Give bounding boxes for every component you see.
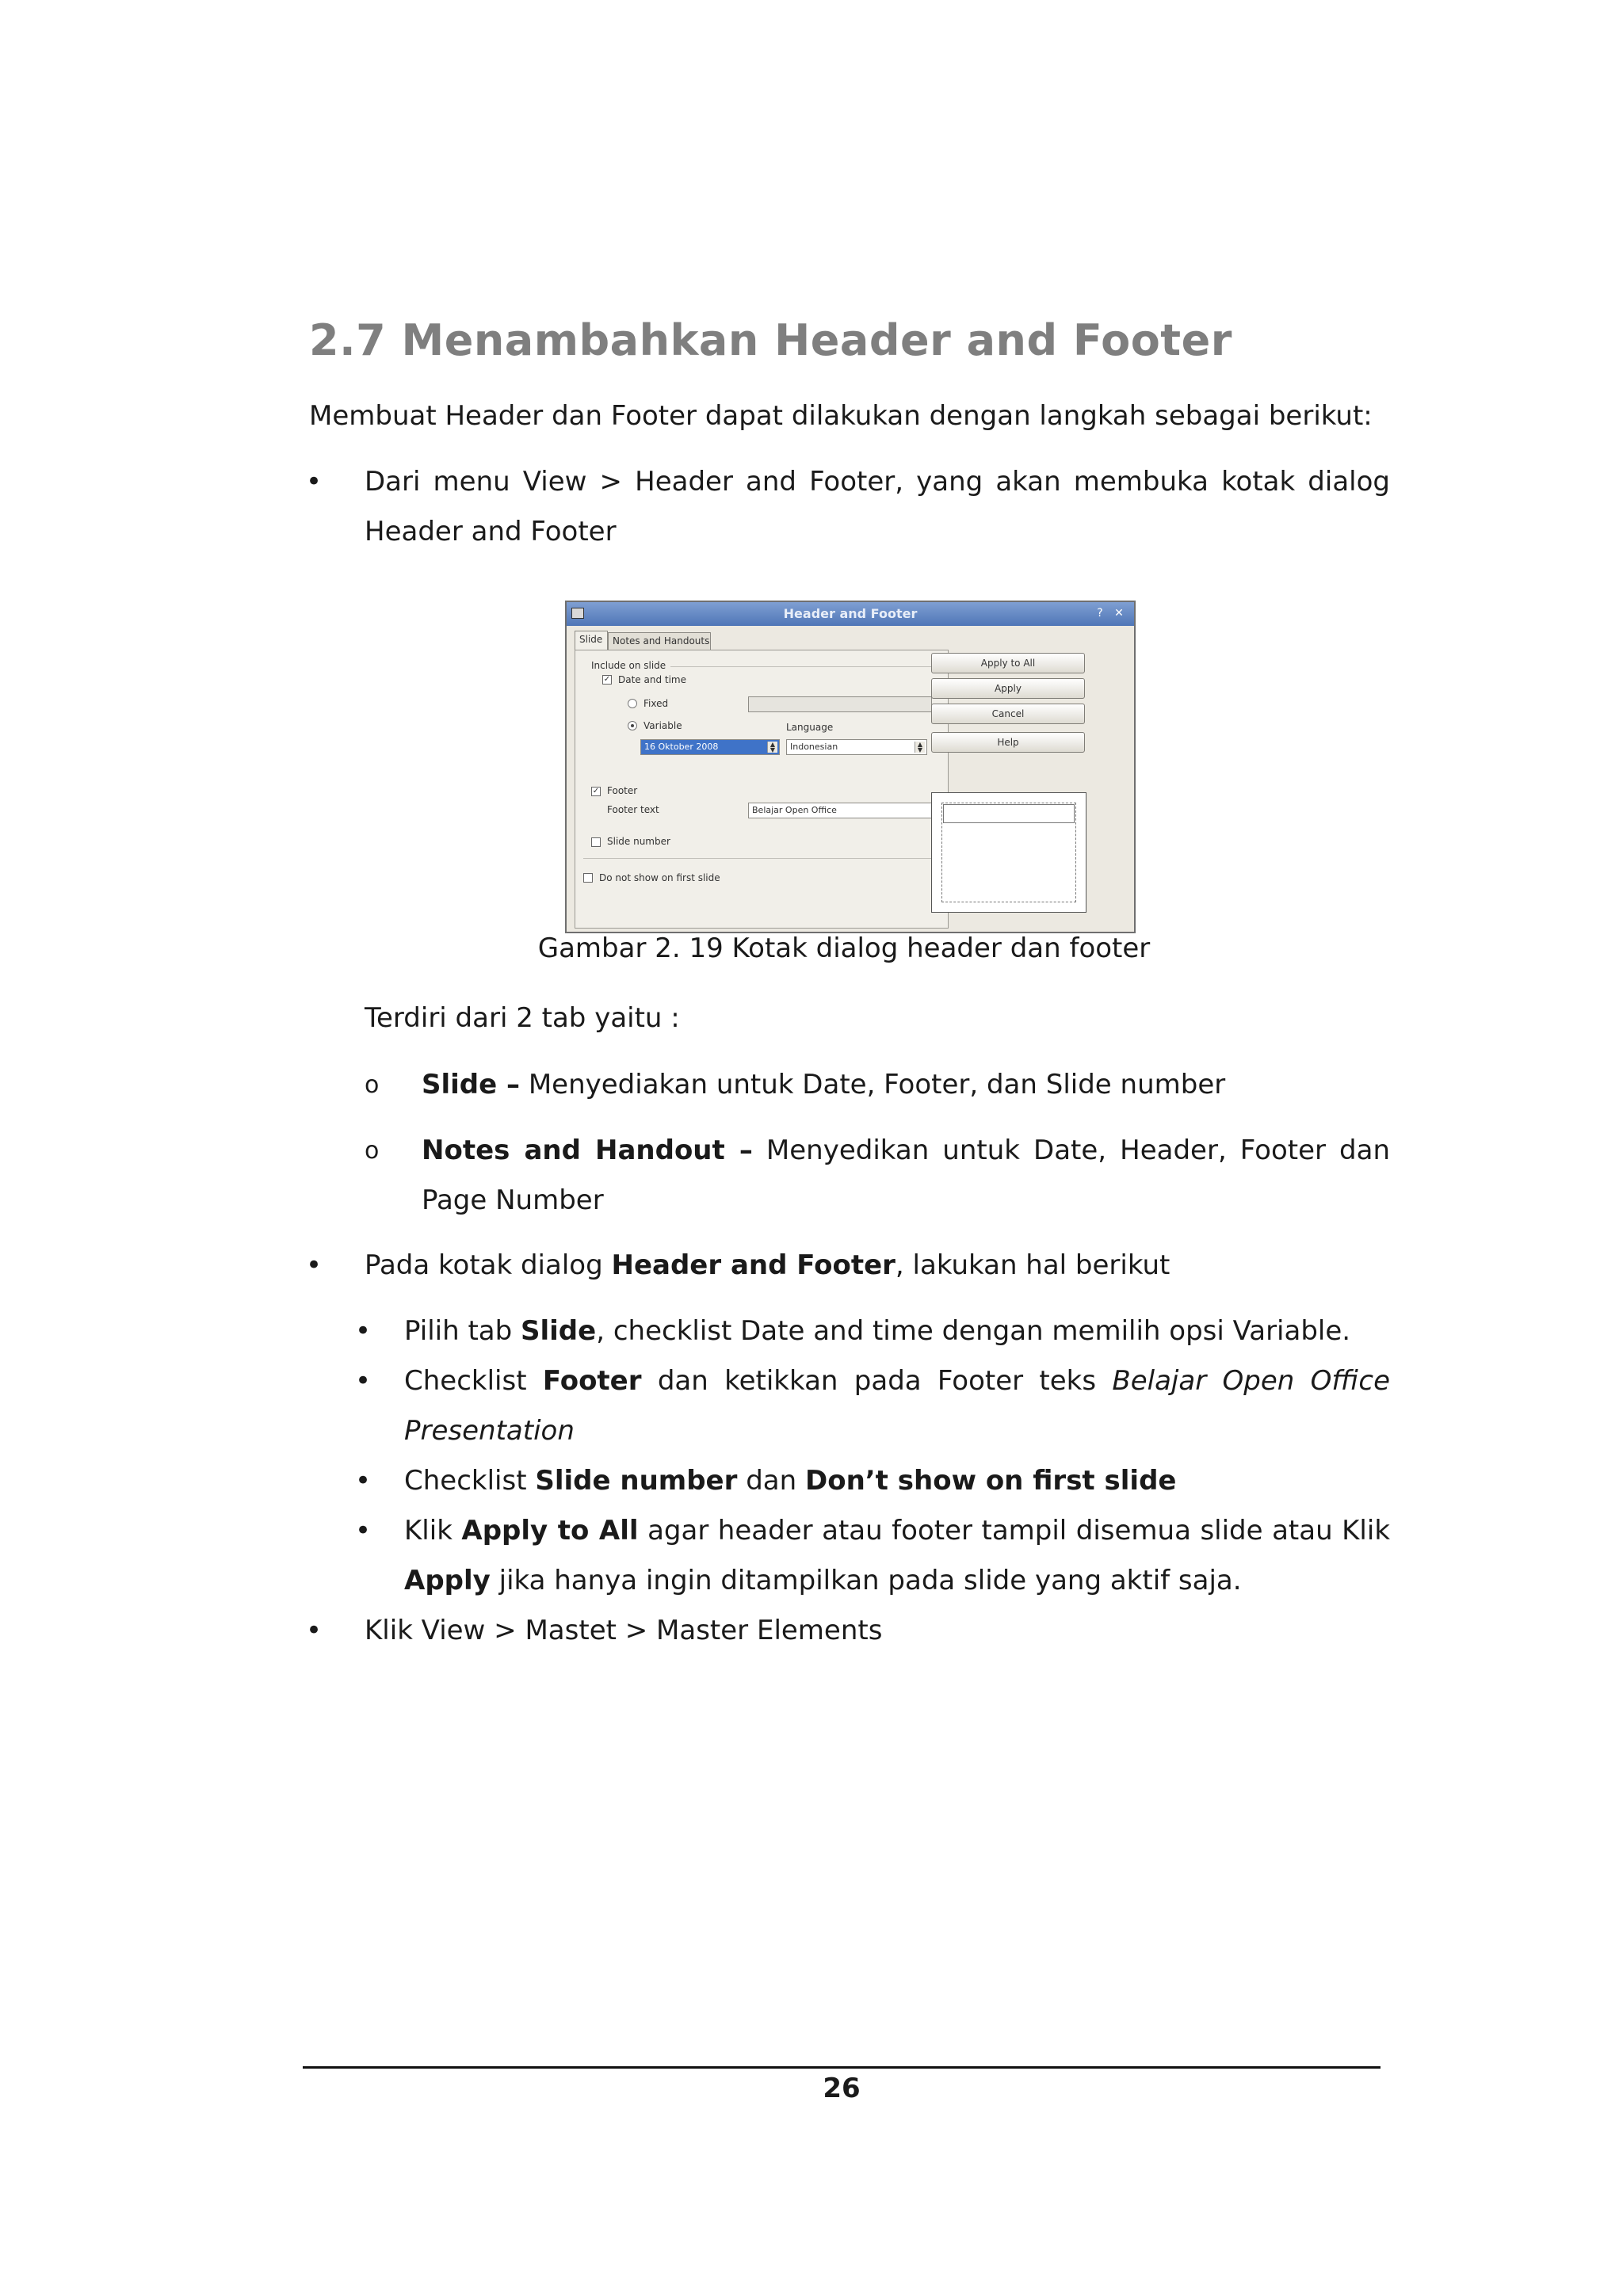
dont-show-label: Do not show on first slide [599,872,720,883]
sub-bullet-marker: o [365,1071,380,1099]
sub-step-text: Don’t show on first slide [804,1465,1177,1497]
chevron-updown-icon: ▲ ▼ [915,742,925,753]
apply-button: Apply [931,678,1085,699]
tabs-intro: Terdiri dari 2 tab yaitu : [365,1002,680,1034]
sub-step-2 [404,1356,1390,1456]
tab-item-desc: Menyediakan untuk Date, Footer, dan Slide number [520,1069,1226,1100]
date-time-checkbox: ✓ [603,675,611,684]
sub-step-text: Apply to All [461,1515,639,1547]
language-select [786,739,927,755]
sub-step-text: jika hanya ingin ditampilkan pada slide yang aktif saja. [490,1565,1242,1596]
sub-step-text: Pilih tab [404,1315,521,1347]
sub-step-text: , checklist Date and time dengan memilih opsi Variable. [596,1315,1351,1347]
sub-step-text: Apply [404,1565,491,1596]
language-value: Indonesian [790,742,838,752]
step2-bold: Header and Footer [611,1249,896,1281]
dialog-titlebar [567,602,1134,626]
sub-step-text: Checklist [404,1465,536,1497]
bullet-marker: • [306,466,323,498]
sub-step-text: agar header atau footer tampil disemua slide atau Klik [638,1515,1391,1547]
bullet-marker: • [355,1315,372,1347]
step2-text [365,1241,1390,1291]
date-time-label: Date and time [618,674,686,685]
help-icon: ? [1097,607,1103,620]
bullet-marker: • [306,1249,323,1281]
bullet-marker: • [306,1615,323,1646]
intro-paragraph: Membuat Header dan Footer dapat dilakukan dengan langkah sebagai berikut: [309,400,1373,432]
footer-label: Footer [607,785,638,796]
page-number: 26 [823,2073,861,2104]
sub-step-text: Belajar Open Office Presentation [404,1365,1390,1447]
sub-step-4 [404,1506,1390,1606]
fixed-date-field [748,696,932,712]
bullet-marker: • [355,1515,372,1547]
dialog-screenshot-figure [565,601,1136,933]
footer-checkbox: ✓ [592,787,600,795]
layout-preview [931,792,1086,913]
bullet-marker: • [355,1465,372,1497]
section-heading: 2.7 Menambahkan Header and Footer [309,315,1232,365]
cancel-button: Cancel [931,704,1085,724]
fixed-label: Fixed [643,698,669,709]
help-button: Help [931,732,1085,753]
apply-to-all-button: Apply to All [931,653,1085,673]
date-format-value: 16 Oktober 2008 [644,742,719,752]
include-on-slide-label: Include on slide [591,660,666,671]
figure-caption: Gambar 2. 19 Kotak dialog header dan footer [537,933,1151,964]
separator [670,666,940,667]
tab-item-title: Notes and Handout – [422,1135,753,1166]
footer-rule [303,2066,1381,2069]
bullet-marker: • [355,1365,372,1397]
sub-step-text: dan ketikkan pada Footer teks [641,1365,1113,1397]
step2-pre: Pada kotak dialog [365,1249,612,1281]
variable-label: Variable [643,720,682,731]
close-icon: ✕ [1114,607,1124,620]
footer-text-field: Belajar Open Office [748,803,932,818]
sub-bullet-marker: o [365,1137,380,1165]
sub-step-text: Slide number [535,1465,738,1497]
slide-number-label: Slide number [607,836,670,847]
date-format-select [640,739,780,755]
slide-tab-panel [575,650,949,929]
step1-text: Dari menu View > Header and Footer, yang akan membuka kotak dialog Header and Footer [365,466,1390,547]
variable-radio [628,721,637,730]
tab-slide: Slide [575,631,608,650]
sub-step-3 [404,1456,1390,1506]
dont-show-checkbox [583,873,593,883]
step2-post: , lakukan hal berikut [895,1249,1170,1281]
sub-step-text: Klik [404,1515,462,1547]
separator [583,858,940,859]
sub-step-text: Slide [521,1315,597,1347]
tab-item-notes [422,1126,1390,1226]
sub-step-text: Footer [542,1365,642,1397]
tab-item-desc: Menyedikan untuk Date, Header, Footer dan Page Number [422,1135,1390,1216]
tab-notes-handouts: Notes and Handouts [608,632,711,650]
language-label: Language [786,722,834,733]
sub-step-text: dan [737,1465,805,1497]
preview-content-area [941,803,1076,902]
chevron-updown-icon: ▲ ▼ [767,742,777,753]
fixed-radio [628,699,637,708]
step3-text: Klik View > Mastet > Master Elements [365,1615,883,1646]
sub-step-1 [404,1306,1390,1356]
footer-text-label: Footer text [607,804,659,815]
sub-step-text: Checklist [404,1365,543,1397]
dialog-title: Header and Footer [783,606,918,621]
slide-number-checkbox [591,837,601,847]
tab-item-title: Slide – [422,1069,521,1100]
tab-item-slide [422,1060,1390,1110]
